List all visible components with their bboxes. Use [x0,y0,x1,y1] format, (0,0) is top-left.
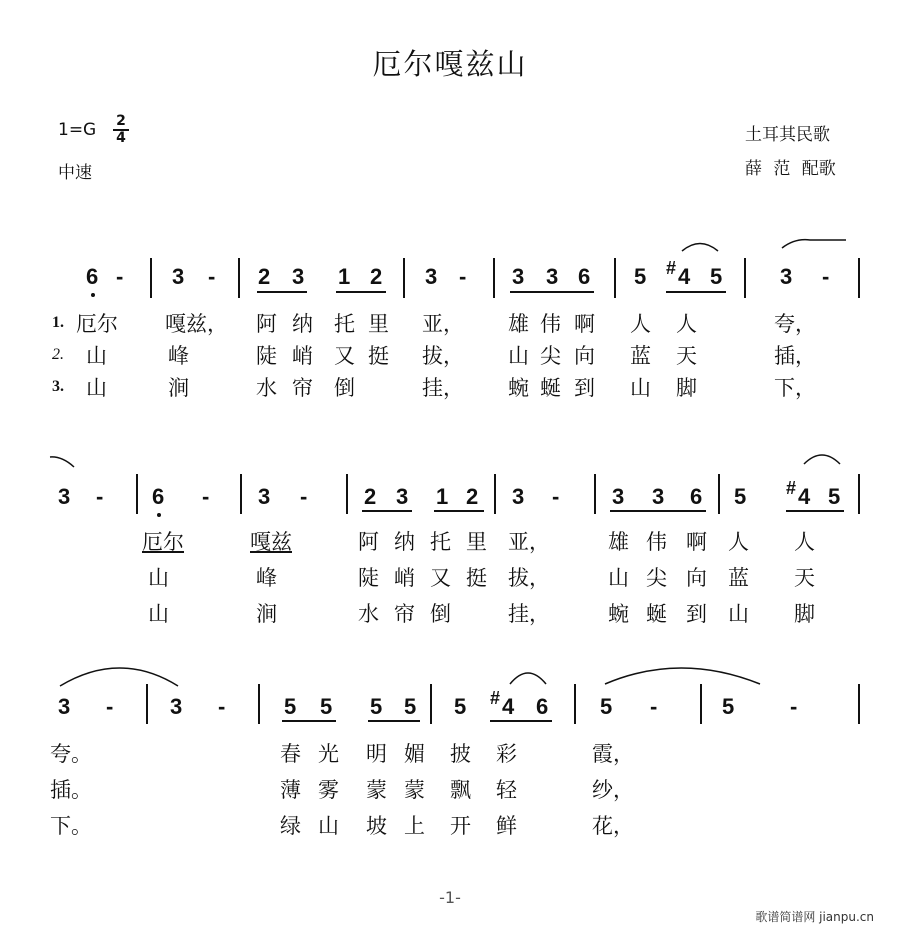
beam [257,291,307,293]
note: 2 [370,264,383,289]
song-title: 厄尔嘎兹山 [372,47,528,81]
lyric: 倒 [430,602,451,626]
note: 3 [425,264,438,289]
dash: - [218,694,226,719]
lyric: 纳 [394,530,415,554]
lyric: 纱， [592,778,634,802]
lyric: 挂， [422,376,464,400]
note: 3 [512,264,525,289]
note: 6 [86,264,99,289]
lyric: 脚 [676,376,697,400]
slur-5 [60,668,178,686]
lyric: 披 [450,742,471,766]
note: 3 [170,694,183,719]
slur-7 [605,668,760,684]
beam [786,510,844,512]
beam [282,720,336,722]
slur-4 [804,455,840,464]
lyric: 霞， [592,742,634,766]
lyric: 陡 [358,566,379,590]
lyric: 啊 [686,530,707,554]
lyric: 山 [148,566,169,590]
lyric: 峭 [394,566,415,590]
lyric: 光 [318,742,339,766]
lyricist-credit: 薛 范 配歌 [745,159,836,179]
note: 6 [690,484,703,509]
lyric: 人 [728,530,749,554]
lyric: 里 [466,530,487,554]
barline [430,684,432,724]
lyric: 涧 [256,602,277,626]
note: 4 [678,264,691,289]
lyric: 倒 [334,376,355,400]
note: 4 [798,484,811,509]
note: 5 [634,264,647,289]
barline [346,474,348,514]
lyric: 啊 [574,312,595,336]
barline [403,258,405,298]
lyric: 蜒 [646,602,667,626]
note: 3 [396,484,409,509]
lyric: 到 [574,376,595,400]
barline [718,474,720,514]
verse-number: 1. [52,314,64,331]
lyric: 下， [774,376,816,400]
barline [700,684,702,724]
lyric: 帘 [292,376,313,400]
lyric: 天 [676,344,697,368]
beam [362,510,412,512]
note: 3 [258,484,271,509]
lyric: 花， [592,814,634,838]
note: 6 [578,264,591,289]
note: 2 [364,484,377,509]
tempo-marking: 中速 [58,163,92,183]
dash: - [300,484,308,509]
lyric: 春 [280,742,301,766]
dash: - [650,694,658,719]
dash: - [96,484,104,509]
lyric: 又 [430,566,451,590]
lyric: 里 [368,312,389,336]
note: 3 [652,484,665,509]
barline [858,258,860,298]
barline [258,684,260,724]
barline [240,474,242,514]
lyric: 上 [404,814,425,838]
note: 5 [454,694,467,719]
lyric: 绿 [280,814,301,838]
lyric: 蒙 [404,778,425,802]
beam [490,720,552,722]
lyric: 伟 [646,530,667,554]
lyric: 蒙 [366,778,387,802]
barline [238,258,240,298]
lyric: 山 [608,566,629,590]
lyric: 托 [334,312,355,336]
lyric: 飘 [450,778,471,802]
site-watermark: 歌谱简谱网 jianpu.cn [755,910,874,924]
note: 4 [502,694,515,719]
beam [434,510,484,512]
note: 5 [710,264,723,289]
dash: - [116,264,124,289]
note: 2 [258,264,271,289]
lyric: 阿 [256,312,277,336]
lyric: 向 [574,344,595,368]
beam [368,720,420,722]
barline [614,258,616,298]
lyric: 山 [86,344,107,368]
slur-3 [50,457,74,467]
lyric: 雾 [318,778,339,802]
lyric: 插， [774,344,816,368]
lyric: 又 [334,344,355,368]
barline [858,474,860,514]
lyric: 彩 [496,742,517,766]
verse-number: 3. [52,378,64,395]
lyric: 山 [86,376,107,400]
dash: - [822,264,830,289]
barline [574,684,576,724]
low-octave-dot [157,513,161,517]
lyric: 峰 [168,344,189,368]
lyric: 托 [430,530,451,554]
barline [146,684,148,724]
lyric: 挂， [508,602,550,626]
lyric: 人 [676,312,697,336]
note: 6 [152,484,165,509]
barline [594,474,596,514]
note: 3 [292,264,305,289]
barline [136,474,138,514]
lyric: 挺 [466,566,487,590]
lyric: 插。 [50,778,92,802]
lyric: 亚， [508,530,550,554]
lyric: 山 [148,602,169,626]
lyric: 明 [366,742,387,766]
lyric: 水 [358,602,379,626]
lyric: 雄 [508,312,529,336]
lyric: 向 [686,566,707,590]
lyric: 天 [794,566,815,590]
slur-2 [782,240,846,248]
dash: - [459,264,467,289]
dash: - [552,484,560,509]
beam [510,291,594,293]
lyric: 蓝 [728,566,749,590]
note: 3 [512,484,525,509]
lyric: 下。 [50,814,92,838]
note: 5 [734,484,747,509]
barline [858,684,860,724]
lyric: 纳 [292,312,313,336]
lyric: 拔， [508,566,550,590]
time-top: 2 [116,113,126,129]
low-octave-dot [91,293,95,297]
lyric: 山 [508,344,529,368]
lyric: 山 [728,602,749,626]
note: 5 [722,694,735,719]
lyric: 嘎兹， [165,312,228,336]
lyric: 挺 [368,344,389,368]
note: 1 [338,264,351,289]
lyric: 厄尔 [142,530,184,554]
note: 5 [284,694,297,719]
lyric: 坡 [366,814,387,838]
lyric: 亚， [422,312,464,336]
lyric: 峭 [292,344,313,368]
song-origin: 土耳其民歌 [745,125,830,145]
lyric: 山 [630,376,651,400]
beam [610,510,706,512]
lyric: 脚 [794,602,815,626]
beam [666,291,726,293]
lyric: 尖 [540,344,561,368]
note: 5 [370,694,383,719]
lyric: 蜿 [508,376,529,400]
lyric: 到 [686,602,707,626]
note: 3 [58,694,71,719]
note: 3 [612,484,625,509]
lyric: 帘 [394,602,415,626]
sharp-sign: # [490,688,501,708]
lyric: 轻 [496,778,517,802]
lyric: 夸， [774,312,816,336]
beam [336,291,386,293]
lyric: 厄尔 [76,312,118,336]
slur-1 [682,244,718,252]
note: 6 [536,694,549,719]
note: 5 [320,694,333,719]
dash: - [790,694,798,719]
page-number: -1- [439,888,461,907]
lyric: 媚 [404,742,425,766]
lyric: 蜿 [608,602,629,626]
note: 5 [404,694,417,719]
lyric: 拔， [422,344,464,368]
barline [150,258,152,298]
lyric: 薄 [280,778,301,802]
verse-number: 2. [52,346,64,363]
lyric: 陡 [256,344,277,368]
slur-6 [510,673,546,684]
lyric: 阿 [358,530,379,554]
dash: - [208,264,216,289]
lyric: 鲜 [496,814,517,838]
lyric: 伟 [540,312,561,336]
note: 3 [172,264,185,289]
sharp-sign: # [666,258,677,278]
lyric: 雄 [608,530,629,554]
sharp-sign: # [786,478,797,498]
note: 5 [828,484,841,509]
lyric: 涧 [168,376,189,400]
lyric: 尖 [646,566,667,590]
barline [493,258,495,298]
lyric: 嘎兹 [250,530,292,554]
note: 5 [600,694,613,719]
note: 3 [780,264,793,289]
lyric: 山 [318,814,339,838]
dash: - [202,484,210,509]
lyric: 峰 [256,566,277,590]
note: 1 [436,484,449,509]
lyric: 开 [450,814,471,838]
time-bottom: 4 [116,130,126,146]
lyric: 蓝 [630,344,651,368]
note: 3 [58,484,71,509]
note: 2 [466,484,479,509]
lyric: 水 [256,376,277,400]
lyric: 人 [630,312,651,336]
note: 3 [546,264,559,289]
lyric: 蜒 [540,376,561,400]
barline [744,258,746,298]
lyric: 人 [794,530,815,554]
dash: - [106,694,114,719]
barline [494,474,496,514]
lyric: 夸。 [50,742,92,766]
key-signature: 1=G [58,120,97,140]
